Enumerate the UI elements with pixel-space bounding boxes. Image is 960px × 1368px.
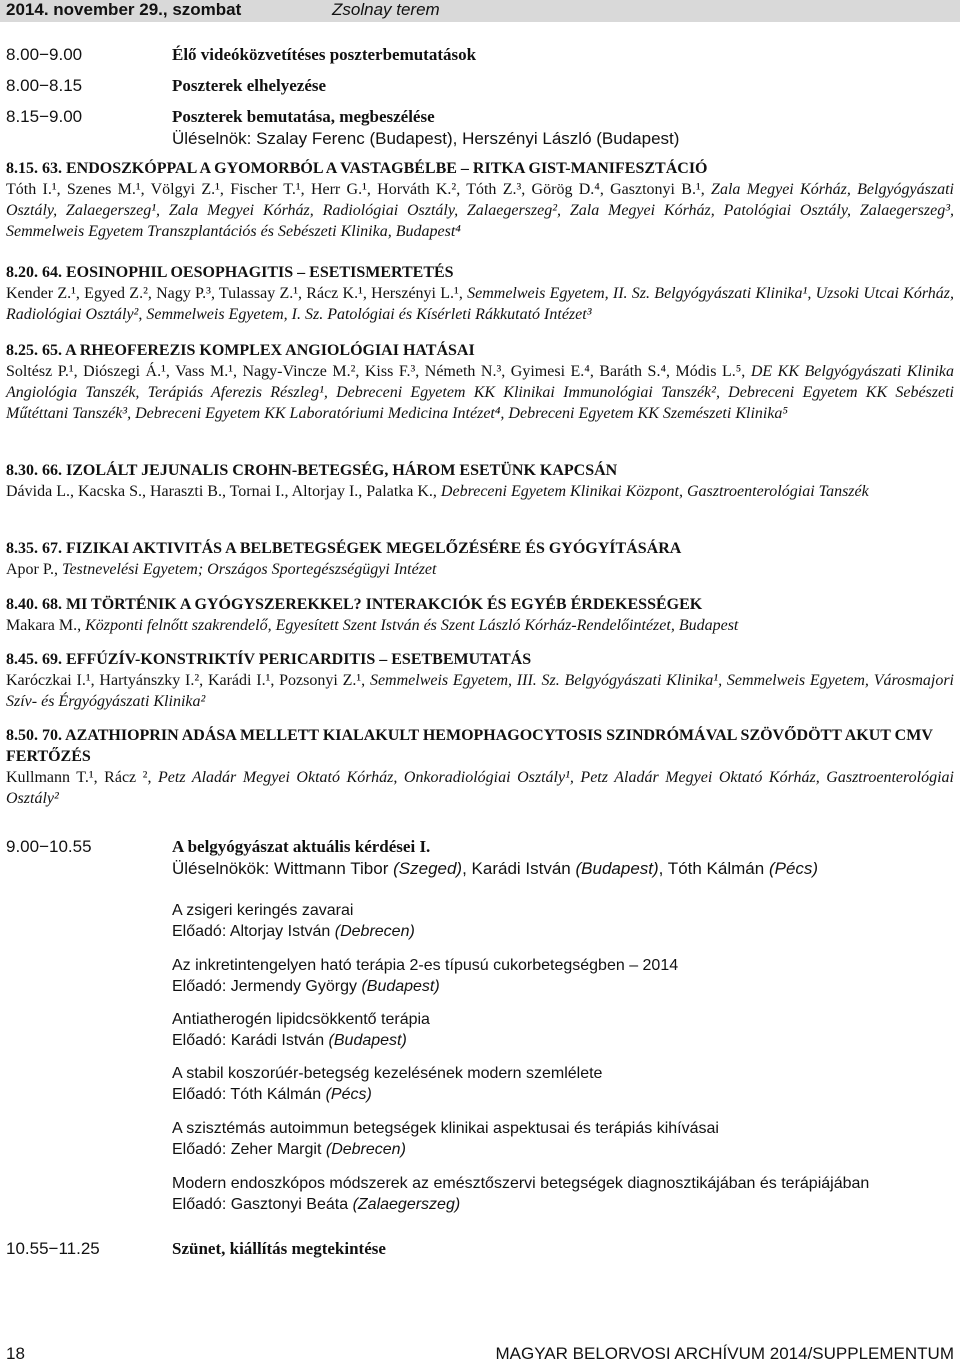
page-header bbox=[0, 0, 960, 22]
schedule-title: Poszterek bemutatása, megbeszélése bbox=[172, 107, 435, 126]
talk-title: Modern endoszkópos módszerek az emésztőszervi betegségek diagnosztikájában és terápiájában bbox=[172, 1175, 870, 1192]
abstract-authors: Dávida L., Kacska S., Haraszti B., Tornai I., Altorjay I., Palatka K., bbox=[6, 483, 437, 500]
abstract-69 bbox=[6, 649, 954, 712]
speaker-name: Előadó: Jermendy György bbox=[172, 978, 357, 995]
session-time: 9.00−10.55 bbox=[6, 837, 92, 856]
speaker-name: Előadó: Gasztonyi Beáta bbox=[172, 1196, 349, 1213]
talk-item bbox=[172, 1173, 869, 1215]
talk-speaker bbox=[172, 1084, 602, 1105]
abstract-body bbox=[6, 615, 954, 636]
abstract-affiliation: Zala Megyei Kórház, Belgyógyászati Osztály, Zalaegerszeg¹, Zala Megyei Kórház, Radiológiai Osztály, Zalaegerszeg², Zala Megyei Kórház, Patológiai Osztály, Zalaegerszeg³, Semmelweis Egyetem Transzplantációs és Sebészeti Klinika, Budapest⁴ bbox=[6, 181, 955, 240]
abstract-authors: Karóczkai I.¹, Hartyánszky I.², Karádi I.¹, Pozsonyi Z.¹, bbox=[6, 672, 366, 689]
abstract-body bbox=[6, 481, 954, 502]
chair-place: (Budapest) bbox=[575, 859, 659, 878]
talk-item bbox=[172, 1009, 430, 1051]
abstract-title-text: IZOLÁLT JEJUNALIS CROHN-BETEGSÉG, HÁROM ESETÜNK KAPCSÁN bbox=[66, 462, 618, 479]
abstract-number: 8.25. 65. bbox=[6, 342, 62, 359]
abstract-title bbox=[6, 649, 954, 670]
abstract-70 bbox=[6, 725, 954, 809]
abstract-affiliation: Testnevelési Egyetem; Országos Sportegészségügyi Intézet bbox=[62, 561, 437, 578]
speaker-name: Előadó: Altorjay István bbox=[172, 923, 331, 940]
speaker-name: Előadó: Tóth Kálmán bbox=[172, 1086, 322, 1103]
abstract-number: 8.20. 64. bbox=[6, 264, 62, 281]
abstract-title-text: A RHEOFEREZIS KOMPLEX ANGIOLÓGIAI HATÁSAI bbox=[65, 342, 475, 359]
abstract-authors: Kullmann T.¹, Rácz ², bbox=[6, 769, 152, 786]
abstract-title bbox=[6, 725, 954, 767]
session-chairs: Üléselnök: Szalay Ferenc (Budapest), Herszényi László (Budapest) bbox=[172, 129, 680, 148]
talk-title: Antiatherogén lipidcsökkentő terápia bbox=[172, 1011, 430, 1028]
chair-name: , Tóth Kálmán bbox=[658, 859, 765, 878]
chair-place: (Szeged) bbox=[393, 859, 463, 878]
session-chairs bbox=[172, 858, 818, 879]
speaker-place: (Zalaegerszeg) bbox=[352, 1196, 461, 1213]
abstract-affiliation: Semmelweis Egyetem, II. Sz. Belgyógyászati Klinika¹, Uzsoki Utcai Kórház, Radiológiai Osztály², Semmelweis Egyetem, I. Sz. Patológiai és Kísérleti Rákkutató Intézet³ bbox=[6, 285, 955, 323]
talk-speaker bbox=[172, 1194, 869, 1215]
abstract-63 bbox=[6, 158, 954, 242]
abstract-affiliation: DE KK Belgyógyászati Klinika Angiológia Tanszék, Terápiás Aferezis Részleg¹, Debreceni Egyetem KK Klinikai Immunológiai Tanszék², Debreceni Egyetem KK Sebészeti Műtéttani Tanszék³, Debreceni Egyetem KK Laboratóriumi Medicina Intézet⁴, Debreceni Egyetem KK Szemészeti Klinika⁵ bbox=[6, 363, 954, 422]
speaker-place: (Pécs) bbox=[325, 1086, 372, 1103]
abstract-affiliation: Központi felnőtt szakrendelő, Egyesített Szent István és Szent László Kórház-Rendelőintézet, Budapest bbox=[85, 617, 739, 634]
abstract-body bbox=[6, 767, 954, 809]
abstract-64 bbox=[6, 262, 954, 325]
abstract-title-text: EFFÚZÍV-KONSTRIKTÍV PERICARDITIS – ESETBEMUTATÁS bbox=[66, 651, 532, 668]
abstract-authors: Kender Z.¹, Egyed Z.², Nagy P.³, Tulassay Z.¹, Rácz K.¹, Herszényi L.¹, bbox=[6, 285, 463, 302]
abstract-authors: Apor P., bbox=[6, 561, 59, 578]
journal-name: MAGYAR BELORVOSI ARCHÍVUM 2014/SUPPLEMENTUM bbox=[495, 1344, 954, 1363]
break-time: 10.55−11.25 bbox=[6, 1239, 100, 1258]
abstract-number: 8.40. 68. bbox=[6, 596, 62, 613]
page-number: 18 bbox=[6, 1344, 25, 1363]
abstract-number: 8.45. 69. bbox=[6, 651, 62, 668]
abstract-number: 8.35. 67. bbox=[6, 540, 62, 557]
abstract-title-text: FIZIKAI AKTIVITÁS A BELBETEGSÉGEK MEGELŐZÉSÉRE ÉS GYÓGYÍTÁSÁRA bbox=[66, 540, 682, 557]
abstract-title-text: ENDOSZKÓPPAL A GYOMORBÓL A VASTAGBÉLBE – RITKA GIST-MANIFESZTÁCIÓ bbox=[66, 160, 708, 177]
talk-title: A szisztémás autoimmun betegségek klinikai aspektusai és terápiás kihívásai bbox=[172, 1120, 719, 1137]
header-date: 2014. november 29., szombat bbox=[6, 0, 242, 19]
abstract-number: 8.50. 70. bbox=[6, 727, 62, 744]
schedule-time: 8.00−8.15 bbox=[6, 76, 83, 95]
chair-place: (Pécs) bbox=[768, 859, 819, 878]
chair-name: Üléselnökök: Wittmann Tibor bbox=[172, 859, 389, 878]
abstract-title bbox=[6, 340, 954, 361]
abstract-title-text: MI TÖRTÉNIK A GYÓGYSZEREKKEL? INTERAKCIÓK ÉS EGYÉB ÉRDEKESSÉGEK bbox=[66, 596, 703, 613]
talk-speaker bbox=[172, 1139, 719, 1160]
schedule-time: 8.15−9.00 bbox=[6, 107, 83, 126]
abstract-body bbox=[6, 283, 954, 325]
speaker-place: (Debrecen) bbox=[325, 1141, 406, 1158]
speaker-place: (Budapest) bbox=[361, 978, 440, 995]
abstract-authors: Tóth I.¹, Szenes M.¹, Völgyi Z.¹, Fischer T.¹, Herr G.¹, Horváth K.², Tóth Z.³, Görög D.⁴, Gasztonyi B.¹, bbox=[6, 181, 705, 198]
talk-title: A zsigeri keringés zavarai bbox=[172, 902, 354, 919]
header-venue: Zsolnay terem bbox=[332, 0, 440, 19]
talk-speaker bbox=[172, 1030, 430, 1051]
abstract-body bbox=[6, 559, 954, 580]
talk-speaker bbox=[172, 976, 678, 997]
abstract-66 bbox=[6, 460, 954, 502]
abstract-number: 8.15. 63. bbox=[6, 160, 62, 177]
abstract-title bbox=[6, 158, 954, 179]
abstract-affiliation: Petz Aladár Megyei Oktató Kórház, Onkoradiológiai Osztály¹, Petz Aladár Megyei Oktató Kórház, Gasztroenterológiai Osztály² bbox=[6, 769, 955, 807]
chair-name: , Karádi István bbox=[462, 859, 571, 878]
speaker-place: (Budapest) bbox=[328, 1032, 407, 1049]
abstract-title-text: AZATHIOPRIN ADÁSA MELLETT KIALAKULT HEMOPHAGOCYTOSIS SZINDRÓMÁVAL SZÖVŐDÖTT AKUT CMV FERTŐZÉS bbox=[6, 727, 933, 765]
abstract-authors: Makara M., bbox=[6, 617, 82, 634]
abstract-67 bbox=[6, 538, 954, 580]
abstract-title-text: EOSINOPHIL OESOPHAGITIS – ESETISMERTETÉS bbox=[66, 264, 454, 281]
talk-item bbox=[172, 1118, 719, 1160]
abstract-body bbox=[6, 361, 954, 424]
talk-item bbox=[172, 955, 678, 997]
abstract-number: 8.30. 66. bbox=[6, 462, 62, 479]
schedule-title: Élő videóközvetítéses poszterbemutatások bbox=[172, 45, 477, 64]
schedule-time: 8.00−9.00 bbox=[6, 45, 83, 64]
abstract-title bbox=[6, 262, 954, 283]
abstract-affiliation: Debreceni Egyetem Klinikai Központ, Gasztroenterológiai Tanszék bbox=[440, 483, 869, 500]
abstract-authors: Soltész P.¹, Diószegi Á.¹, Vass M.¹, Nagy-Vincze M.², Kiss F.³, Németh N.³, Gyimesi E.⁴, Baráth S.⁴, Módis L.⁵, bbox=[6, 363, 746, 380]
break-title: Szünet, kiállítás megtekintése bbox=[172, 1239, 386, 1258]
schedule-title: Poszterek elhelyezése bbox=[172, 76, 327, 95]
abstract-65 bbox=[6, 340, 954, 424]
talk-item bbox=[172, 1063, 602, 1105]
speaker-place: (Debrecen) bbox=[334, 923, 415, 940]
talk-title: Az inkretintengelyen ható terápia 2-es típusú cukorbetegségben – 2014 bbox=[172, 957, 679, 974]
talk-item bbox=[172, 900, 415, 942]
abstract-title bbox=[6, 460, 954, 481]
abstract-body bbox=[6, 179, 954, 242]
speaker-name: Előadó: Zeher Margit bbox=[172, 1141, 322, 1158]
page-footer bbox=[6, 1344, 954, 1366]
abstract-body bbox=[6, 670, 954, 712]
talk-speaker bbox=[172, 921, 415, 942]
abstract-affiliation: Semmelweis Egyetem, III. Sz. Belgyógyászati Klinika¹, Semmelweis Egyetem, Városmajori Szív- és Érgyógyászati Klinika² bbox=[6, 672, 954, 710]
talk-title: A stabil koszorúér-betegség kezelésének modern szemlélete bbox=[172, 1065, 603, 1082]
abstract-68 bbox=[6, 594, 954, 636]
abstract-title bbox=[6, 538, 954, 559]
session-title: A belgyógyászat aktuális kérdései I. bbox=[172, 837, 431, 856]
speaker-name: Előadó: Karádi István bbox=[172, 1032, 325, 1049]
abstract-title bbox=[6, 594, 954, 615]
